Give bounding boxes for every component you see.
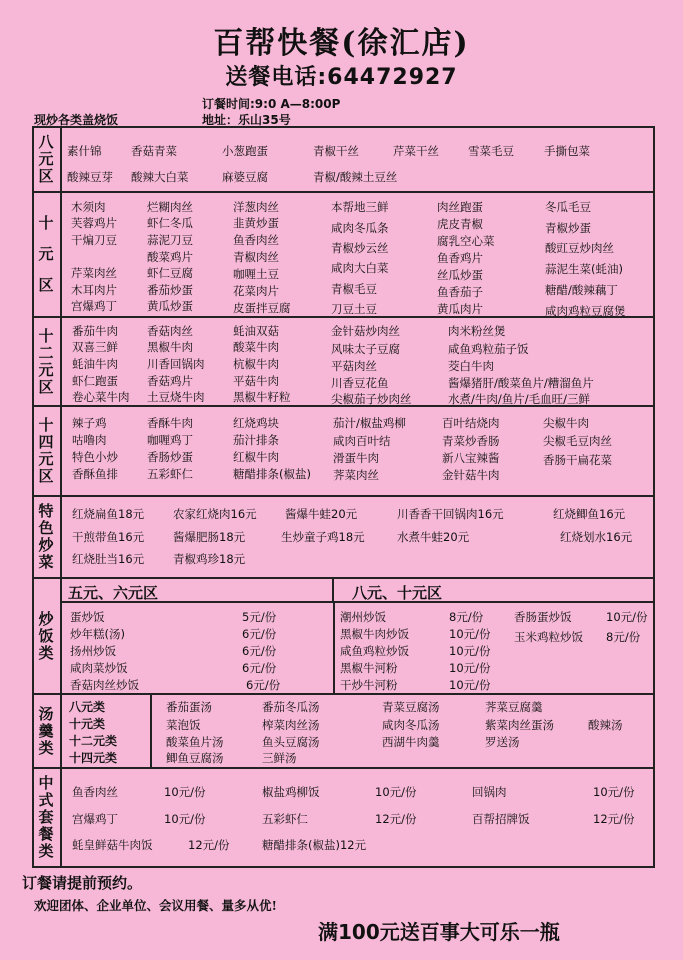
dish-item: 农家红烧肉16元 <box>173 507 257 521</box>
dish-item: 雪菜毛豆 <box>468 144 514 158</box>
dish-item: 干煸刀豆 <box>71 233 117 247</box>
dish-price: 10元/份 <box>164 812 206 826</box>
dish-item: 酱爆猪肝/酸菜鱼片/糟溜鱼片 <box>448 376 594 390</box>
dish-price: 10元/份 <box>449 678 491 692</box>
section-label-set-meal: 中 式 套 餐 类 <box>38 774 54 860</box>
dish-item: 茄汁排条 <box>233 433 279 447</box>
dish-price: 10元/份 <box>593 785 635 799</box>
dish-item: 冬瓜毛豆 <box>545 200 591 214</box>
dish-price: 6元/份 <box>242 627 277 641</box>
welcome-note: 欢迎团体、企业单位、会议用餐、量多从优! <box>34 898 277 913</box>
dish-item: 咸肉冬瓜条 <box>331 221 389 235</box>
dish-item: 麻婆豆腐 <box>222 170 268 184</box>
dish-item: 青椒肉丝 <box>233 250 279 264</box>
dish-item: 花菜肉片 <box>233 284 279 298</box>
dish-price: 12元/份 <box>375 812 417 826</box>
dish-item: 红烧划水16元 <box>560 530 633 544</box>
dish-item: 木须肉 <box>71 200 106 214</box>
dish-price: 10元/份 <box>164 785 206 799</box>
dish-item: 炒年糕(汤) <box>70 627 125 641</box>
dish-item: 虾仁冬瓜 <box>147 216 193 230</box>
dish-price: 6元/份 <box>242 644 277 658</box>
dish-item: 咸肉菜炒饭 <box>70 661 128 675</box>
dish-item: 鱼头豆腐汤 <box>262 735 320 749</box>
dish-item: 酸菜鸡片 <box>147 250 193 264</box>
dish-item: 水煮/牛肉/鱼片/毛血旺/三鲜 <box>448 392 590 406</box>
dish-price: 10元/份 <box>449 661 491 675</box>
dish-item: 特色小炒 <box>72 450 118 464</box>
dish-item: 蒜泥刀豆 <box>147 233 193 247</box>
dish-item: 香菇青菜 <box>131 144 177 158</box>
dish-price: 10元/份 <box>449 644 491 658</box>
menu-subtitle: 现炒各类盖烧饭 <box>34 113 119 127</box>
dish-item: 黑椒牛肉 <box>147 340 193 354</box>
dish-item: 虾仁跑蛋 <box>72 374 118 388</box>
fried-rice-tier-right: 八元、十元区 <box>352 584 443 602</box>
dish-item: 红烧鲫鱼16元 <box>553 507 626 521</box>
section-label-8yuan: 八 元 区 <box>38 133 54 185</box>
dish-item: 鱼香茄子 <box>437 285 483 299</box>
dish-item: 虎皮青椒 <box>437 217 483 231</box>
dish-item: 杭椒牛肉 <box>233 357 279 371</box>
dish-item: 咖喱土豆 <box>233 267 279 281</box>
dish-item: 金针菇炒肉丝 <box>331 324 400 338</box>
dish-item: 酸豇豆炒肉丝 <box>545 241 614 255</box>
dish-item: 干煎带鱼16元 <box>72 530 145 544</box>
dish-item: 香酥鱼排 <box>72 467 118 481</box>
dish-item: 青椒/酸辣土豆丝 <box>313 170 398 184</box>
dish-item: 青椒炒云丝 <box>331 241 389 255</box>
dish-item: 椒盐鸡柳饭 <box>262 785 320 799</box>
dish-item: 芙蓉鸡片 <box>71 216 117 230</box>
dish-item: 芹菜干丝 <box>393 144 439 158</box>
dish-item: 丝瓜炒蛋 <box>437 268 483 282</box>
dish-item: 酱爆牛蛙20元 <box>285 507 358 521</box>
row-divider <box>32 767 655 769</box>
dish-item: 肉米粉丝煲 <box>448 324 506 338</box>
dish-item: 皮蛋拌豆腐 <box>233 301 291 315</box>
dish-item: 黑椒牛河粉 <box>340 661 398 675</box>
dish-price: 10元/份 <box>375 785 417 799</box>
dish-price: 12元/份 <box>188 838 230 852</box>
dish-item: 芹菜肉丝 <box>71 266 117 280</box>
dish-item: 蚝油牛肉 <box>72 357 118 371</box>
dish-item: 川香回锅肉 <box>147 357 205 371</box>
dish-item: 茭白牛肉 <box>448 359 494 373</box>
dish-item: 尖椒毛豆肉丝 <box>543 434 612 448</box>
dish-item: 宫爆鸡丁 <box>71 299 117 313</box>
dish-item: 咖喱鸡丁 <box>147 433 193 447</box>
dish-item: 新八宝辣酱 <box>442 451 500 465</box>
dish-item: 川香豆花鱼 <box>331 376 389 390</box>
section-label-special: 特 色 炒 菜 <box>38 502 54 571</box>
dish-item: 咸肉鸡粒豆腐煲 <box>545 304 626 318</box>
dish-item: 咸肉大白菜 <box>331 261 389 275</box>
section-label-12yuan: 十 二 元 区 <box>38 326 54 396</box>
dish-item: 番茄牛肉 <box>72 324 118 338</box>
dish-item: 茄汁/椒盐鸡柳 <box>333 416 406 430</box>
soup-tier: 八元类 <box>69 700 106 714</box>
dish-item: 尖椒茄子炒肉丝 <box>331 392 412 406</box>
dish-item: 金针菇牛肉 <box>442 468 500 482</box>
dish-item: 罗送汤 <box>485 735 520 749</box>
dish-item: 滑蛋牛肉 <box>333 451 379 465</box>
dish-item: 黄瓜炒蛋 <box>147 299 193 313</box>
dish-item: 黄瓜肉片 <box>437 302 483 316</box>
dish-item: 五彩虾仁 <box>262 812 308 826</box>
dish-item: 木耳肉片 <box>71 283 117 297</box>
dish-item: 酸辣豆芽 <box>67 170 113 184</box>
dish-price: 5元/份 <box>242 610 277 624</box>
advance-booking-note: 订餐请提前预约。 <box>22 874 143 892</box>
dish-item: 番茄冬瓜汤 <box>262 700 320 714</box>
dish-item: 青椒炒蛋 <box>545 221 591 235</box>
dish-item: 宫爆鸡丁 <box>72 812 118 826</box>
dish-item: 双喜三鲜 <box>72 340 118 354</box>
dish-item: 五彩虾仁 <box>147 467 193 481</box>
dish-item: 咸鱼鸡粒茄子饭 <box>448 342 529 356</box>
section-label-fried-rice: 炒 饭 类 <box>38 609 54 662</box>
dish-item: 青菜豆腐汤 <box>382 700 440 714</box>
dish-item: 红椒牛肉 <box>233 450 279 464</box>
dish-item: 青椒鸡珍18元 <box>173 552 246 566</box>
dish-item: 潮州炒饭 <box>340 610 386 624</box>
dish-item: 菜泡饭 <box>166 718 201 732</box>
fried-rice-column-divider <box>333 603 335 693</box>
dish-item: 酸菜牛肉 <box>233 340 279 354</box>
dish-item: 红烧肚当16元 <box>72 552 145 566</box>
dish-item: 卷心菜牛肉 <box>72 390 130 404</box>
section-label-14yuan: 十 四 元 区 <box>38 416 54 485</box>
dish-item: 黑椒牛肉炒饭 <box>340 627 409 641</box>
dish-item: 平菇肉丝 <box>331 359 377 373</box>
dish-item: 蛋炒饭 <box>70 610 105 624</box>
dish-item: 青菜炒香肠 <box>442 434 500 448</box>
dish-item: 本帮地三鲜 <box>331 200 389 214</box>
dish-item: 蚝油双菇 <box>233 324 279 338</box>
dish-item: 荠菜肉丝 <box>333 468 379 482</box>
fried-rice-tier-left: 五元、六元区 <box>68 584 159 602</box>
dish-item: 糖醋排条(椒盐)12元 <box>262 838 367 852</box>
dish-item: 辣子鸡 <box>72 416 107 430</box>
dish-item: 扬州炒饭 <box>70 644 116 658</box>
dish-item: 烂糊肉丝 <box>147 200 193 214</box>
dish-item: 咸肉百叶结 <box>333 434 391 448</box>
dish-item: 青椒干丝 <box>313 144 359 158</box>
dish-item: 小葱跑蛋 <box>222 144 268 158</box>
dish-item: 紫菜肉丝蛋汤 <box>485 718 554 732</box>
row-divider <box>32 191 655 193</box>
dish-item: 刀豆土豆 <box>331 302 377 316</box>
dish-item: 榨菜肉丝汤 <box>262 718 320 732</box>
dish-item: 平菇牛肉 <box>233 374 279 388</box>
promotion-banner: 满100元送百事大可乐一瓶 <box>318 920 560 944</box>
dish-item: 鱼香肉丝 <box>72 785 118 799</box>
dish-price: 10元/份 <box>449 627 491 641</box>
dish-item: 百帮招牌饭 <box>472 812 530 826</box>
dish-item: 土豆烧牛肉 <box>147 390 205 404</box>
soup-tier: 十元类 <box>69 717 106 731</box>
dish-item: 川香香干回锅肉16元 <box>397 507 504 521</box>
row-divider <box>32 495 655 497</box>
dish-item: 三鲜汤 <box>262 751 297 765</box>
dish-price: 6元/份 <box>242 661 277 675</box>
dish-item: 香菇肉丝 <box>147 324 193 338</box>
dish-item: 红烧扁鱼18元 <box>72 507 145 521</box>
dish-item: 回锅肉 <box>472 785 507 799</box>
dish-item: 糖醋/酸辣藕丁 <box>545 283 618 297</box>
dish-item: 腐乳空心菜 <box>437 234 495 248</box>
dish-item: 香酥牛肉 <box>147 416 193 430</box>
order-hours: 订餐时间:9:0 A—8:00P <box>202 97 341 111</box>
soup-tier: 十二元类 <box>69 734 118 748</box>
dish-item: 蚝皇鲜菇牛肉饭 <box>72 838 153 852</box>
dish-item: 鱼香鸡片 <box>437 251 483 265</box>
dish-item: 素什锦 <box>67 144 102 158</box>
dish-item: 咸鱼鸡粒炒饭 <box>340 644 409 658</box>
dish-item: 手撕包菜 <box>544 144 590 158</box>
shop-address: 地址：乐山35号 <box>202 113 291 127</box>
dish-item: 水煮牛蛙20元 <box>397 530 470 544</box>
dish-item: 番茄蛋汤 <box>166 700 212 714</box>
dish-item: 酸辣汤 <box>588 718 623 732</box>
dish-item: 黑椒牛籽粒 <box>233 390 291 404</box>
dish-item: 生炒童子鸡18元 <box>281 530 365 544</box>
dish-item: 洋葱肉丝 <box>233 200 279 214</box>
dish-item: 咕噜肉 <box>72 433 107 447</box>
dish-item: 干炒牛河粉 <box>340 678 398 692</box>
dish-item: 韭黄炒蛋 <box>233 216 279 230</box>
dish-item: 酸辣大白菜 <box>131 170 189 184</box>
dish-price: 12元/份 <box>593 812 635 826</box>
dish-item: 酸菜鱼片汤 <box>166 735 224 749</box>
section-label-soup: 汤 羹 类 <box>38 704 54 757</box>
dish-item: 风味太子豆腐 <box>331 342 400 356</box>
shop-title: 百帮快餐(徐汇店) <box>213 26 470 61</box>
dish-item: 蒜泥生菜(蚝油) <box>545 262 623 276</box>
dish-item: 糖醋排条(椒盐) <box>233 467 311 481</box>
dish-item: 百叶结烧肉 <box>442 416 500 430</box>
dish-item: 玉米鸡粒炒饭 <box>514 630 583 644</box>
dish-item: 番茄炒蛋 <box>147 283 193 297</box>
dish-item: 香肠蛋炒饭 <box>514 610 572 624</box>
dish-item: 虾仁豆腐 <box>147 266 193 280</box>
dish-item: 西湖牛肉羹 <box>382 735 440 749</box>
dish-item: 青椒毛豆 <box>331 282 377 296</box>
dish-price: 6元/份 <box>246 678 281 692</box>
dish-price: 10元/份 <box>606 610 648 624</box>
dish-item: 鱼香肉丝 <box>233 233 279 247</box>
dish-price: 8元/份 <box>449 610 484 624</box>
dish-item: 尖椒牛肉 <box>543 416 589 430</box>
dish-item: 肉丝跑蛋 <box>437 200 483 214</box>
dish-item: 红烧鸡块 <box>233 416 279 430</box>
dish-item: 香菇肉丝炒饭 <box>70 678 139 692</box>
dish-item: 荠菜豆腐羹 <box>485 700 543 714</box>
dish-item: 鲫鱼豆腐汤 <box>166 751 224 765</box>
dish-item: 香肠干扁花菜 <box>543 453 612 467</box>
delivery-phone: 送餐电话:64472927 <box>225 65 458 90</box>
dish-item: 香菇鸡片 <box>147 374 193 388</box>
section-label-10yuan: 十 元 区 <box>38 214 54 294</box>
dish-item: 酱爆肥肠18元 <box>173 530 246 544</box>
dish-item: 香肠炒蛋 <box>147 450 193 464</box>
dish-item: 咸肉冬瓜汤 <box>382 718 440 732</box>
dish-price: 8元/份 <box>606 630 641 644</box>
soup-tier: 十四元类 <box>69 751 118 765</box>
